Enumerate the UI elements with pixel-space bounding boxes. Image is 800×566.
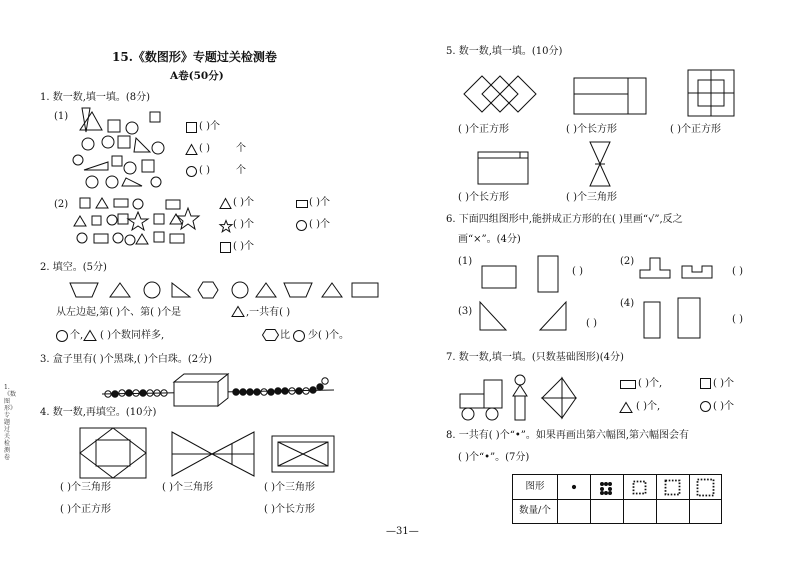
rectangle-icon [620,380,636,390]
q1-2-star-blank[interactable]: ( )个 [233,219,254,230]
table-row [513,475,721,500]
section-a-title: A卷(50分) [170,70,224,82]
table-header-shape: 图形 [513,475,558,499]
q5-a-squares[interactable]: ( )个正方形 [458,124,509,135]
q4-figure-fish [170,430,256,478]
q4-b-triangles[interactable]: ( )个三角形 [162,482,213,493]
q6-p1-label: (1) [458,256,473,267]
q1-2-square-blank[interactable]: ( )个 [233,241,254,252]
q5-figure-nested-squares [686,68,738,118]
q2-line1b: ,一共有( ) [246,307,291,318]
square-icon [186,122,198,134]
circle-icon [293,330,307,344]
q2-line2c: 比 [280,330,290,341]
q6-p4-label: (4) [620,298,635,309]
q3-bead-box [102,372,334,408]
q2-line1: 从左边起,第( )个、第( )个是 [56,307,182,318]
q5-d-rectangles[interactable]: ( )个长方形 [458,192,509,203]
count-cell-3[interactable] [624,499,657,523]
q4-figure-envelope [270,434,336,474]
circle-icon [56,330,70,344]
dot-pattern-4 [664,479,682,497]
q7-circle-blank[interactable]: ( )个 [713,401,734,412]
q7-figures [458,374,580,424]
q6-p2-blank[interactable]: ( ) [732,266,743,277]
q5-figure-box [476,150,532,186]
table-row [513,499,721,523]
table-header-count: 数量/个 [513,499,558,523]
q5-b-rectangles[interactable]: ( )个长方形 [566,124,617,135]
triangle-icon [232,306,246,318]
circle-icon [296,220,308,232]
q8-heading2[interactable]: ( )个“•”。(7分) [458,452,530,463]
q1-square-blank[interactable]: ( )个 [199,121,220,132]
q5-c-squares[interactable]: ( )个正方形 [670,124,721,135]
q7-triangle-blank[interactable]: ( )个, [636,401,661,412]
q1-shape-cluster-1 [72,106,172,190]
q6-heading: 6. 下面四组图形中,能拼成正方形的在( )里画“√”,反之 [446,214,683,225]
q7-heading: 7. 数一数,填一填。(只数基础图形)(4分) [446,352,624,363]
q2-line2b: ( )个数同样多, [100,330,165,341]
count-cell-2[interactable] [591,499,624,523]
dot-pattern-3 [632,480,648,496]
q1-triangle-blank[interactable]: ( ) [199,143,210,154]
q1-circle-blank[interactable]: ( ) [199,165,210,176]
square-icon [220,242,232,254]
spine-text: 1. 《数图形》专题过关检测卷 [4,384,17,461]
q6-p3-blank[interactable]: ( ) [586,318,597,329]
rectangle-icon [296,198,308,210]
q4-c-triangles[interactable]: ( )个三角形 [264,482,315,493]
page-title: 15.《数图形》专题过关检测卷 [112,50,277,64]
dot-pattern-table [512,474,722,524]
square-icon [700,378,712,390]
q1-shape-cluster-2 [78,196,208,252]
hexagon-icon [262,329,280,343]
dot-pattern-5 [696,478,716,498]
q1-2-circle-blank[interactable]: ( )个 [309,219,330,230]
q4-figure-square-diamond [78,426,150,482]
q6-heading2: 画“×”。(4分) [458,234,521,245]
circle-icon [700,401,712,413]
q1-heading: 1. 数一数,填一填。(8分) [40,92,151,103]
q1-part2-label: (2) [54,199,69,210]
q1-part1-label: (1) [54,111,69,122]
star-icon [220,220,233,233]
q4-a-triangles[interactable]: ( )个三角形 [60,482,111,493]
q1-2-rect-blank[interactable]: ( )个 [309,197,330,208]
q4-heading: 4. 数一数,再填空。(10分) [40,407,157,418]
q4-c-rectangles[interactable]: ( )个长方形 [264,504,315,515]
q1-circle-unit: 个 [236,165,246,176]
q5-heading: 5. 数一数,填一填。(10分) [446,46,563,57]
q6-p3-shapes [478,300,574,336]
q5-e-triangles[interactable]: ( )个三角形 [566,192,617,203]
q6-p3-label: (3) [458,306,473,317]
q6-p2-shapes [638,256,724,282]
q7-rect-blank[interactable]: ( )个, [638,378,663,389]
triangle-icon [220,198,232,210]
dot-pattern-1 [572,485,578,491]
count-cell-4[interactable] [657,499,690,523]
pattern-cell-3 [624,475,657,499]
q1-triangle-unit: 个 [236,143,246,154]
q3-heading: 3. 盒子里有( )个黑珠,( )个白珠。(2分) [40,354,213,365]
q8-heading: 8. 一共有( )个“•”。如果再画出第六幅图,第六幅图会有 [446,430,690,441]
pattern-cell-2 [591,475,624,499]
q2-shape-row [70,280,380,302]
q5-figure-diamonds [462,74,558,114]
q6-p4-shapes [642,296,704,342]
triangle-icon [620,402,634,414]
count-cell-1[interactable] [558,499,591,523]
pattern-cell-4 [657,475,690,499]
circle-icon [186,166,198,178]
triangle-icon [84,330,98,342]
q6-p1-blank[interactable]: ( ) [572,266,583,277]
pattern-cell-1 [558,475,591,499]
q6-p1-shapes [480,254,564,294]
triangle-icon [186,144,198,156]
q2-line2d: 少( )个。 [308,330,349,341]
q2-line2a: 个, [70,330,84,341]
pattern-cell-5 [690,475,721,499]
q2-heading: 2. 填空。(5分) [40,262,107,273]
q6-p2-label: (2) [620,256,635,267]
q1-2-triangle-blank[interactable]: ( )个 [233,197,254,208]
q6-p4-blank[interactable]: ( ) [732,314,743,325]
count-cell-5[interactable] [690,499,721,523]
page-number: —31— [386,526,419,537]
q4-a-squares[interactable]: ( )个正方形 [60,504,111,515]
q7-square-blank[interactable]: ( )个 [713,378,734,389]
q5-figure-rectangles [572,76,650,118]
dot-pattern-2 [600,482,614,494]
q5-figure-hourglass [588,140,614,190]
